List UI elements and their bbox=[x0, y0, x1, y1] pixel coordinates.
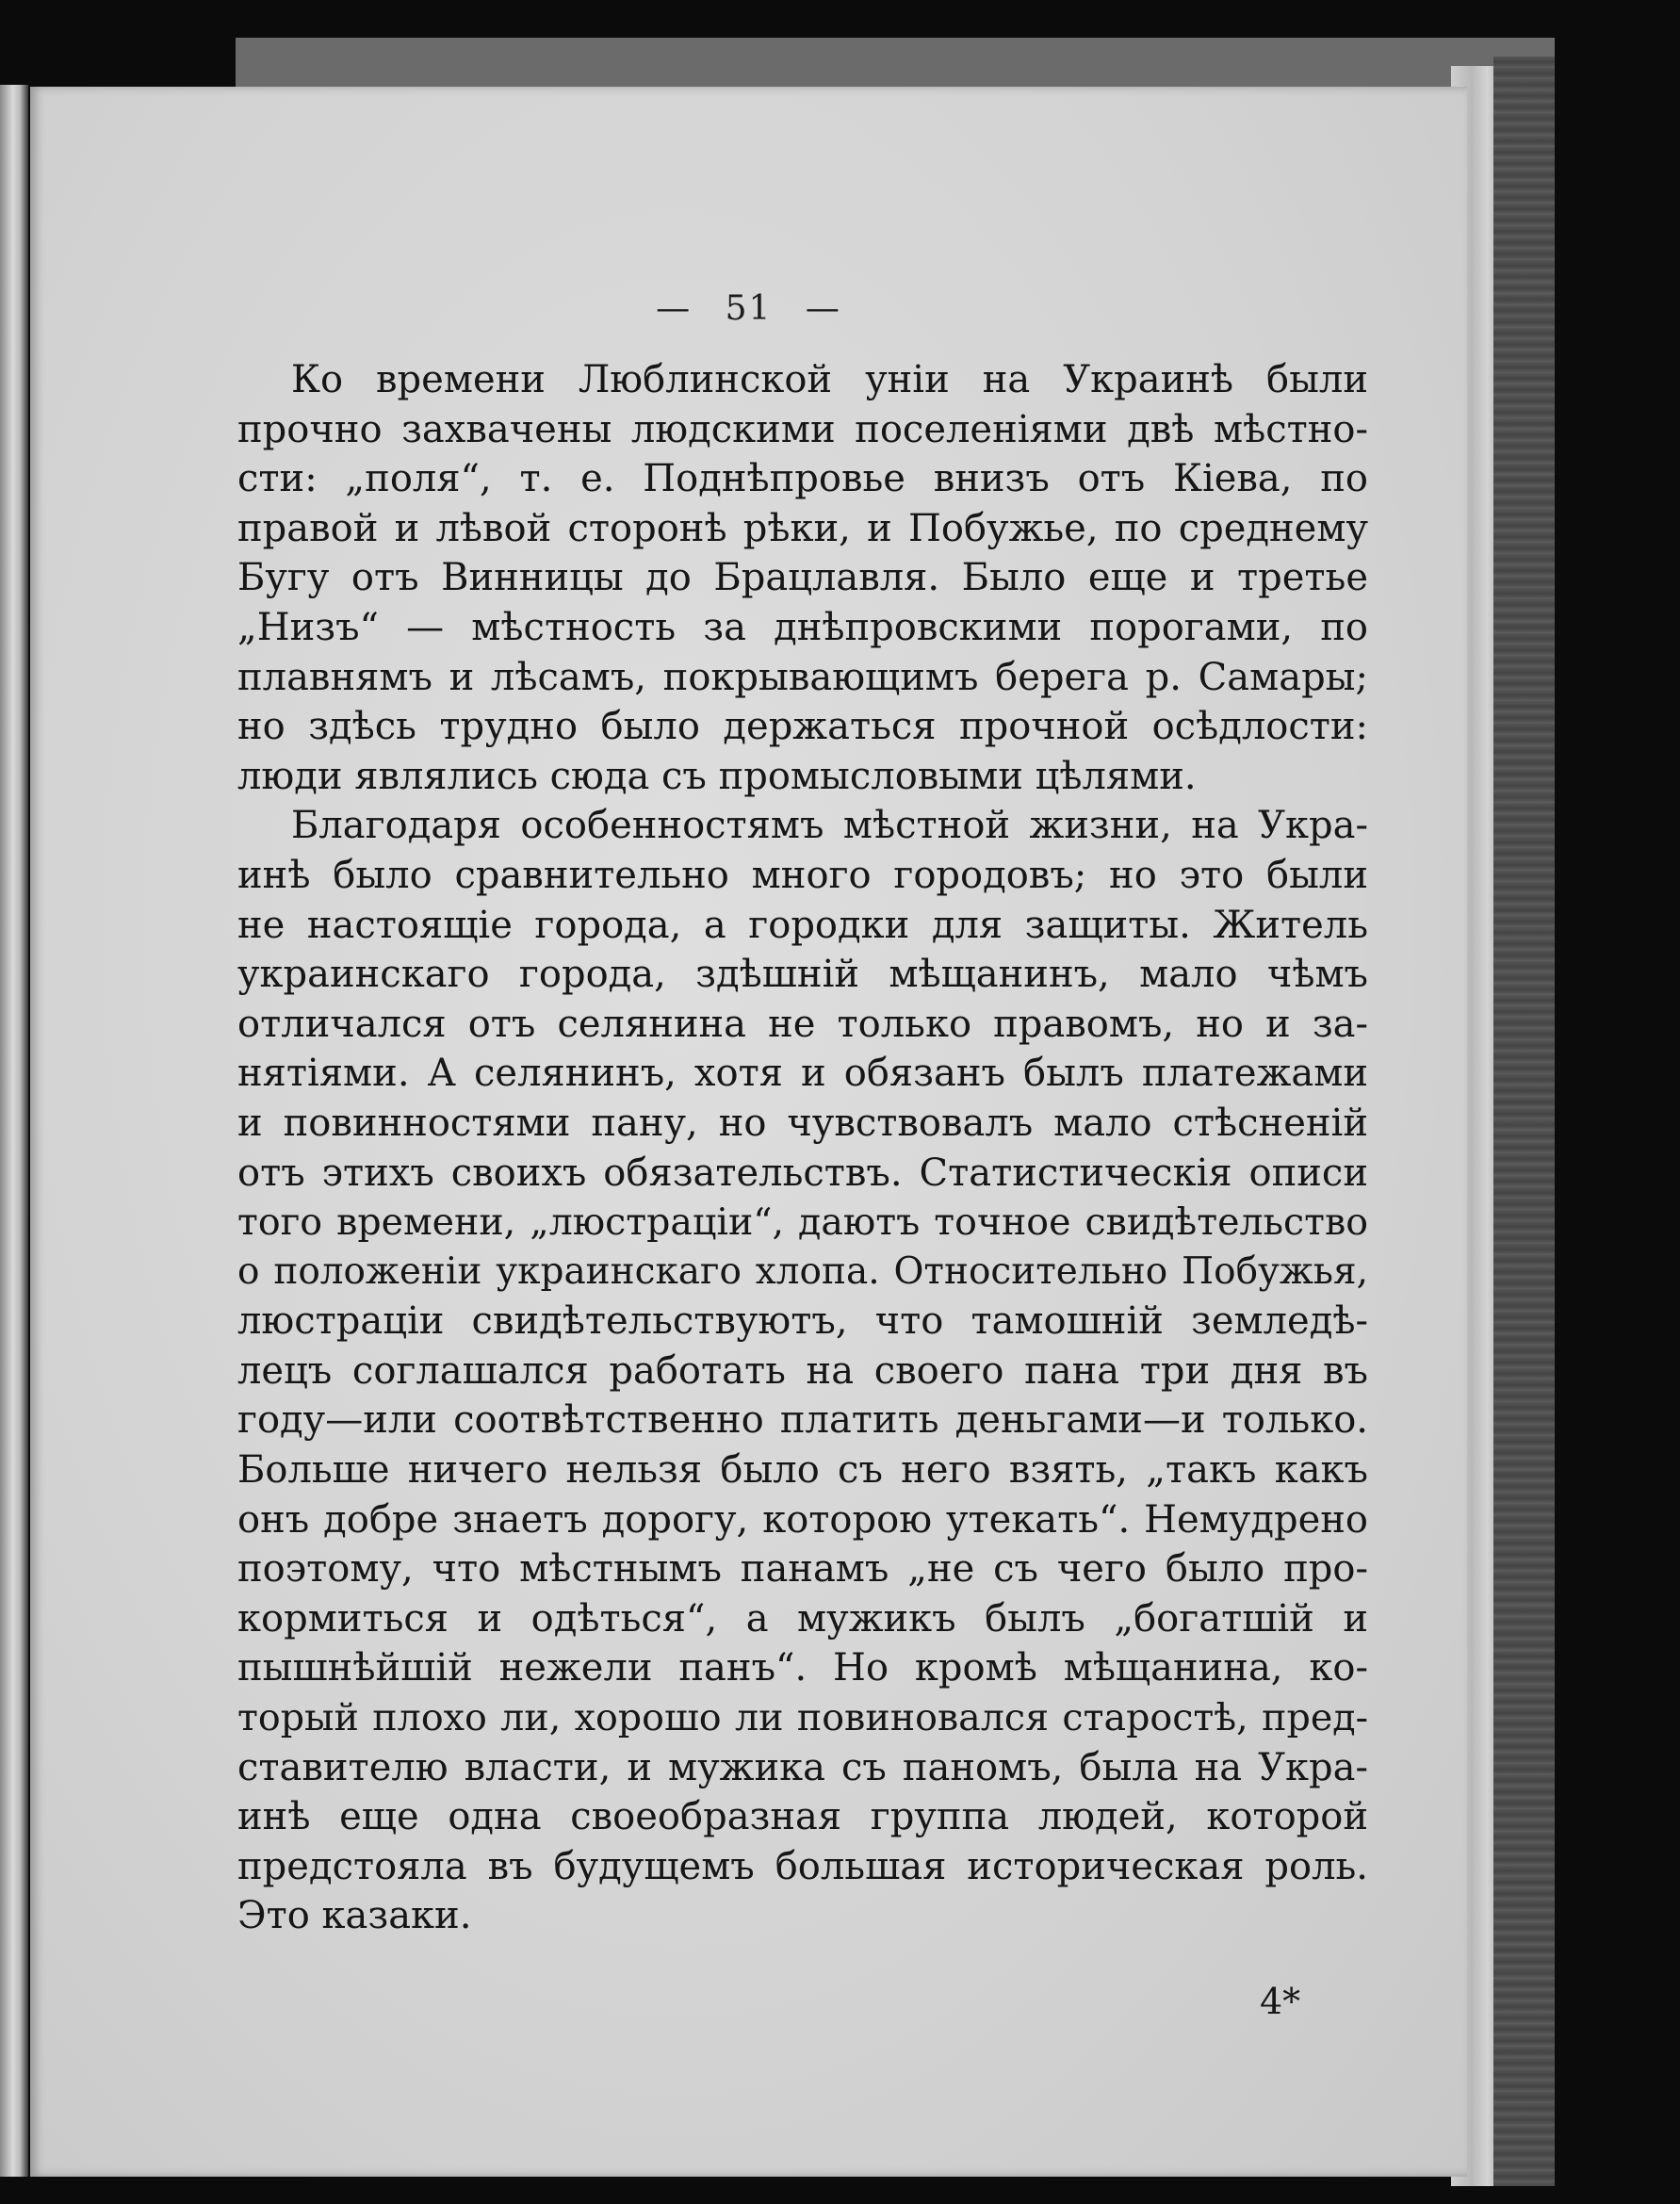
page-number-header bbox=[30, 289, 1467, 328]
text-line: ставителю власти, и мужика съ паномъ, была на Укра- bbox=[237, 1745, 1368, 1789]
text-line: люстраціи свидѣтельствуютъ, что тамошній земледѣ- bbox=[237, 1299, 1368, 1344]
text-line: Благодаря особенностямъ мѣстной жизни, на Укра- bbox=[291, 804, 1368, 848]
text-line: поэтому, что мѣстнымъ панамъ „не съ чего было про- bbox=[237, 1547, 1368, 1592]
text-line: правой и лѣвой сторонѣ рѣки, и Побужье, по среднему bbox=[237, 506, 1368, 550]
text-line: кормиться и одѣться“, а мужикъ былъ „богатшій и bbox=[237, 1596, 1368, 1641]
signature-mark: 4* bbox=[1260, 1981, 1301, 2022]
text-line: году—или соотвѣтственно платить деньгами—и только. bbox=[237, 1398, 1368, 1443]
text-line: о положеніи украинскаго хлопа. Относительно Побужья, bbox=[237, 1249, 1368, 1293]
page-number-dash-left: — bbox=[656, 289, 693, 328]
text-line: отъ этихъ своихъ обязательствъ. Статистическія описи bbox=[237, 1151, 1368, 1195]
book-page bbox=[30, 87, 1467, 2177]
text-line: нятіями. А селянинъ, хотя и обязанъ былъ платежами bbox=[237, 1052, 1368, 1096]
text-line: сти: „поля“, т. е. Поднѣпровье внизъ отъ Кіева, по bbox=[237, 457, 1368, 501]
text-line: лецъ соглашался работать на своего пана три дня въ bbox=[237, 1348, 1368, 1393]
text-line: украинскаго города, здѣшній мѣщанинъ, мало чѣмъ bbox=[237, 953, 1368, 997]
text-line: Это казаки. bbox=[237, 1894, 472, 1938]
text-line: онъ добре знаетъ дорогу, которою утекать“. Немудрено bbox=[237, 1497, 1368, 1542]
text-line: торый плохо ли, хорошо ли повиновался старостѣ, пред- bbox=[237, 1696, 1368, 1740]
text-line: „Низъ“ — мѣстность за днѣпровскими порогами, по bbox=[237, 605, 1368, 649]
text-line: инѣ было сравнительно много городовъ; но это были bbox=[237, 853, 1368, 897]
text-line: отличался отъ селянина не только правомъ, но и за- bbox=[237, 1002, 1368, 1046]
book-cover-right bbox=[1493, 57, 1555, 2186]
text-line: пышнѣйшій нежели панъ“. Но кромѣ мѣщанина, ко- bbox=[237, 1646, 1368, 1690]
text-line: Больше ничего нельзя было съ него взять, „такъ какъ bbox=[237, 1448, 1368, 1493]
text-line: инѣ еще одна своеобразная группа людей, которой bbox=[237, 1795, 1368, 1839]
page-number: 51 bbox=[725, 289, 773, 328]
text-line: Бугу отъ Винницы до Брацлавля. Было еще и третье bbox=[237, 556, 1368, 600]
text-line: плавнямъ и лѣсамъ, покрывающимъ берега р. Самары; bbox=[237, 655, 1368, 699]
text-line: того времени, „люстраціи“, даютъ точное свидѣтельство bbox=[237, 1200, 1368, 1245]
body-text bbox=[237, 355, 1368, 1941]
text-line: люди являлись сюда съ промысловыми цѣлями. bbox=[237, 754, 1197, 798]
text-line: не настоящіе города, а городки для защиты. Житель bbox=[237, 903, 1368, 947]
page-number-dash-right: — bbox=[805, 289, 841, 328]
text-line: Ко времени Люблинской уніи на Украинѣ были bbox=[291, 358, 1368, 401]
text-line: предстояла въ будущемъ большая историческая роль. bbox=[237, 1844, 1368, 1888]
text-line: но здѣсь трудно было держаться прочной осѣдлости: bbox=[237, 705, 1368, 749]
facing-page-edge bbox=[0, 85, 28, 2177]
text-line: прочно захвачены людскими поселеніями двѣ мѣстно- bbox=[237, 407, 1368, 451]
text-line: и повинностями пану, но чувствовалъ мало стѣсненій bbox=[237, 1101, 1368, 1145]
